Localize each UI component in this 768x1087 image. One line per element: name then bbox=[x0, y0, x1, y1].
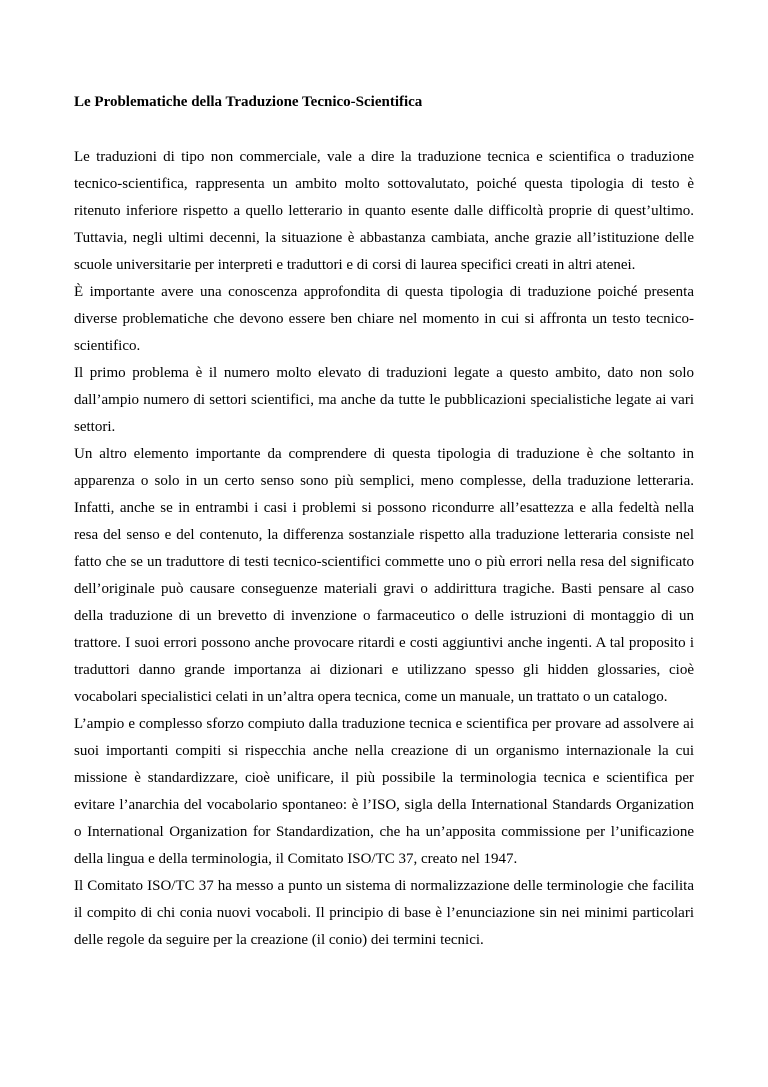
paragraph-5: L’ampio e complesso sforzo compiuto dalla traduzione tecnica e scientifica per provare ad assolvere ai suoi importanti compiti si rispecchia anche nella creazione di un organismo internazionale la cui missione è standardizzare, cioè unificare, il più possibile la terminologia tecnica e scientifica per evitare l’anarchia del vocabolario spontaneo: è l’ISO, sigla della International Standards Organization o International Organization for Standardization, che ha un’apposita commissione per l’unificazione della lingua e della terminologia, il Comitato ISO/TC 37, creato nel 1947. bbox=[74, 716, 694, 867]
paragraph-4: Un altro elemento importante da comprendere di questa tipologia di traduzione è che soltanto in apparenza o solo in un certo senso sono più semplici, meno complesse, della traduzione letteraria. Infatti, anche se in entrambi i casi i problemi si possono ricondurre all’esattezza e alla fedeltà nella resa del senso e del contenuto, la differenza sostanziale rispetto alla traduzione letteraria consiste nel fatto che se un traduttore di testi tecnico-scientifici commette uno o più errori nella resa del significato dell’originale può causare conseguenze materiali gravi o addirittura tragiche. Basti pensare al caso della traduzione di un brevetto di invenzione o farmaceutico o delle istruzioni di montaggio di un trattore. I suoi errori possono anche provocare ritardi e costi aggiuntivi anche ingenti. A tal proposito i traduttori danno grande importanza ai dizionari e utilizzano spesso gli hidden glossaries, cioè vocabolari specialistici celati in un’altra opera tecnica, come un manuale, un trattato o un catalogo. bbox=[74, 446, 694, 705]
document-page bbox=[74, 92, 694, 954]
paragraph-2: È importante avere una conoscenza approfondita di questa tipologia di traduzione poiché presenta diverse problematiche che devono essere ben chiare nel momento in cui si affronta un testo tecnico-scientifico. bbox=[74, 284, 694, 354]
paragraph-1: Le traduzioni di tipo non commerciale, vale a dire la traduzione tecnica e scientifica o traduzione tecnico-scientifica, rappresenta un ambito molto sottovalutato, poiché questa tipologia di testo è ritenuto inferiore rispetto a quello letterario in quanto esente dalle difficoltà proprie di quest’ultimo. Tuttavia, negli ultimi decenni, la situazione è abbastanza cambiata, anche grazie all’istituzione delle scuole universitarie per interpreti e traduttori e di corsi di laurea specifici creati in altri atenei. bbox=[74, 149, 694, 273]
document-title: Le Problematiche della Traduzione Tecnico-Scientifica bbox=[74, 94, 423, 110]
paragraph-6: Il Comitato ISO/TC 37 ha messo a punto un sistema di normalizzazione delle terminologie che facilita il compito di chi conia nuovi vocaboli. Il principio di base è l’enunciazione sin nei minimi particolari delle regole da seguire per la creazione (il conio) dei termini tecnici. bbox=[74, 878, 694, 948]
paragraph-3: Il primo problema è il numero molto elevato di traduzioni legate a questo ambito, dato non solo dall’ampio numero di settori scientifici, ma anche da tutte le pubblicazioni specialistiche legate ai vari settori. bbox=[74, 365, 694, 435]
